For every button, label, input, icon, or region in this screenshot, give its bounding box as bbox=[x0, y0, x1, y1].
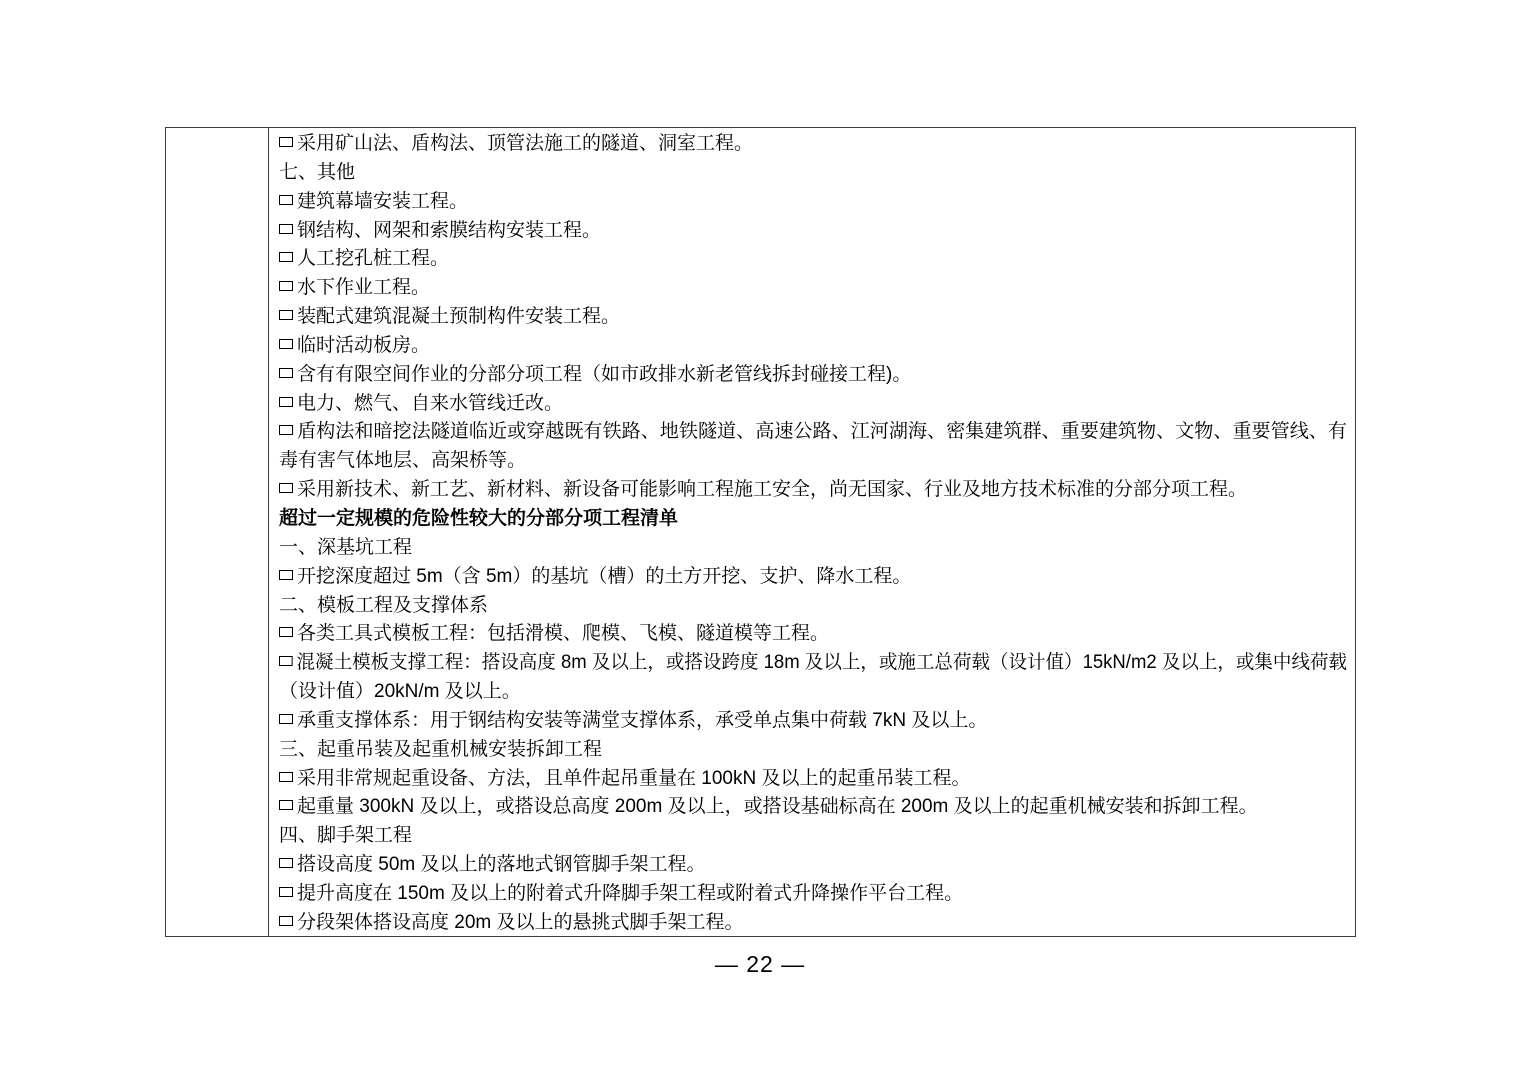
section-heading bbox=[279, 822, 1347, 851]
line-inner bbox=[279, 793, 1258, 822]
line-text: 三、起重吊装及起重机械安装拆卸工程 bbox=[279, 738, 603, 760]
line-inner bbox=[279, 765, 970, 794]
checkbox-icon bbox=[279, 281, 293, 291]
checklist-table bbox=[165, 127, 1356, 937]
checklist-line bbox=[279, 707, 1347, 736]
line-inner bbox=[279, 505, 678, 534]
checkbox-icon bbox=[279, 714, 293, 724]
checkbox-icon bbox=[279, 339, 293, 349]
line-inner bbox=[279, 332, 430, 361]
line-text: 超过一定规模的危险性较大的分部分项工程清单 bbox=[279, 507, 679, 529]
line-text: 毒有害气体地层、高架桥等。 bbox=[279, 450, 527, 472]
table-empty-left-cell bbox=[166, 128, 269, 936]
checklist-line bbox=[279, 678, 1347, 707]
checkbox-icon bbox=[279, 425, 293, 435]
line-inner bbox=[279, 130, 753, 159]
checkbox-icon bbox=[279, 195, 293, 205]
checkbox-icon bbox=[279, 570, 293, 580]
line-inner bbox=[279, 303, 620, 332]
line-inner bbox=[279, 678, 521, 707]
line-text: 提升高度在 150m 及以上的附着式升降脚手架工程或附着式升降操作平台工程。 bbox=[297, 882, 964, 904]
line-text: 建筑幕墙安装工程。 bbox=[297, 190, 469, 212]
line-text: 混凝土模板支撑工程：搭设高度 8m 及以上，或搭设跨度 18m 及以上，或施工总荷载（设计值）15kN/m2 及以上，或集中线荷载 bbox=[296, 652, 1347, 674]
checklist-line bbox=[279, 447, 1347, 476]
line-inner bbox=[279, 736, 602, 765]
line-text: 人工挖孔桩工程。 bbox=[297, 248, 450, 270]
checkbox-icon bbox=[279, 656, 293, 666]
checkbox-icon bbox=[279, 368, 293, 378]
line-inner bbox=[279, 418, 1347, 447]
line-inner bbox=[279, 361, 911, 390]
checklist-line bbox=[279, 130, 1347, 159]
checklist-line bbox=[279, 217, 1347, 246]
checkbox-icon bbox=[279, 252, 293, 262]
line-text: 二、模板工程及支撑体系 bbox=[279, 594, 489, 616]
line-inner bbox=[279, 188, 468, 217]
line-inner bbox=[279, 707, 987, 736]
line-text: 起重量 300kN 及以上，或搭设总高度 200m 及以上，或搭设基础标高在 200m 及以上的起重机械安装和拆卸工程。 bbox=[297, 796, 1258, 818]
page-number bbox=[0, 949, 1520, 979]
checklist-line bbox=[279, 418, 1347, 447]
checklist-line bbox=[279, 303, 1347, 332]
checkbox-icon bbox=[279, 772, 293, 782]
line-text: 各类工具式模板工程：包括滑模、爬模、飞模、隧道模等工程。 bbox=[297, 623, 830, 645]
checklist-line bbox=[279, 476, 1347, 505]
checkbox-icon bbox=[279, 627, 293, 637]
line-inner bbox=[279, 880, 963, 909]
line-text: 水下作业工程。 bbox=[297, 277, 431, 299]
checklist-line bbox=[279, 909, 1347, 936]
line-text: 七、其他 bbox=[279, 161, 356, 183]
line-inner bbox=[279, 851, 706, 880]
checkbox-icon bbox=[279, 224, 293, 234]
checklist-content-cell bbox=[269, 128, 1355, 936]
checklist-line bbox=[279, 390, 1347, 419]
line-text: 采用矿山法、盾构法、顶管法施工的隧道、洞室工程。 bbox=[297, 133, 754, 154]
line-text: 含有有限空间作业的分部分项工程（如市政排水新老管线拆封碰接工程)。 bbox=[297, 363, 912, 385]
checklist-line bbox=[279, 649, 1347, 678]
line-inner bbox=[279, 245, 449, 274]
checkbox-icon bbox=[279, 310, 293, 320]
line-inner bbox=[279, 476, 1247, 505]
line-inner bbox=[279, 592, 488, 621]
checklist-line bbox=[279, 880, 1347, 909]
checklist-line bbox=[279, 563, 1347, 592]
line-inner bbox=[279, 159, 355, 188]
line-text: 装配式建筑混凝土预制构件安装工程。 bbox=[297, 306, 621, 328]
checklist-line bbox=[279, 765, 1347, 794]
line-inner bbox=[279, 563, 911, 592]
section-heading bbox=[279, 159, 1347, 188]
line-text: 分段架体搭设高度 20m 及以上的悬挑式脚手架工程。 bbox=[297, 911, 744, 933]
checklist-line bbox=[279, 793, 1347, 822]
line-inner bbox=[279, 534, 412, 563]
line-text: 电力、燃气、自来水管线迁改。 bbox=[297, 392, 564, 414]
list-title bbox=[279, 505, 1347, 534]
line-text: 四、脚手架工程 bbox=[279, 825, 413, 847]
checklist-line bbox=[279, 620, 1347, 649]
line-text: 钢结构、网架和索膜结构安装工程。 bbox=[297, 219, 602, 241]
line-text: 采用新技术、新工艺、新材料、新设备可能影响工程施工安全，尚无国家、行业及地方技术标准的分部分项工程。 bbox=[297, 479, 1248, 501]
page-number-label: — 22 — bbox=[714, 951, 806, 977]
checkbox-icon bbox=[279, 916, 293, 926]
line-text: 搭设高度 50m 及以上的落地式钢管脚手架工程。 bbox=[297, 854, 706, 876]
checklist-line bbox=[279, 188, 1347, 217]
line-inner bbox=[279, 822, 412, 851]
line-inner bbox=[279, 620, 829, 649]
line-text: （设计值）20kN/m 及以上。 bbox=[279, 681, 521, 703]
checklist-line bbox=[279, 851, 1347, 880]
line-inner bbox=[279, 390, 563, 419]
line-text: 临时活动板房。 bbox=[297, 334, 431, 356]
checkbox-icon bbox=[279, 858, 293, 868]
checkbox-icon bbox=[279, 397, 293, 407]
line-text: 采用非常规起重设备、方法，且单件起吊重量在 100kN 及以上的起重吊装工程。 bbox=[297, 767, 971, 789]
section-heading bbox=[279, 534, 1347, 563]
line-text: 承重支撑体系：用于钢结构安装等满堂支撑体系，承受单点集中荷载 7kN 及以上。 bbox=[297, 709, 988, 731]
checklist-line bbox=[279, 332, 1347, 361]
line-inner bbox=[279, 217, 601, 246]
line-inner bbox=[279, 274, 430, 303]
line-inner bbox=[279, 909, 744, 936]
checkbox-icon bbox=[279, 800, 293, 810]
checkbox-icon bbox=[279, 887, 293, 897]
line-text: 开挖深度超过 5m（含 5m）的基坑（槽）的土方开挖、支护、降水工程。 bbox=[297, 565, 912, 587]
checklist-line bbox=[279, 245, 1347, 274]
checklist-line bbox=[279, 274, 1347, 303]
checkbox-icon bbox=[279, 483, 293, 493]
section-heading bbox=[279, 592, 1347, 621]
line-inner bbox=[279, 447, 526, 476]
checkbox-icon bbox=[279, 137, 293, 147]
line-inner bbox=[279, 649, 1347, 678]
checklist-line bbox=[279, 361, 1347, 390]
section-heading bbox=[279, 736, 1347, 765]
line-text: 盾构法和暗挖法隧道临近或穿越既有铁路、地铁隧道、高速公路、江河湖海、密集建筑群、重要建筑物、文物、重要管线、有 bbox=[297, 421, 1347, 443]
line-text: 一、深基坑工程 bbox=[279, 536, 413, 558]
